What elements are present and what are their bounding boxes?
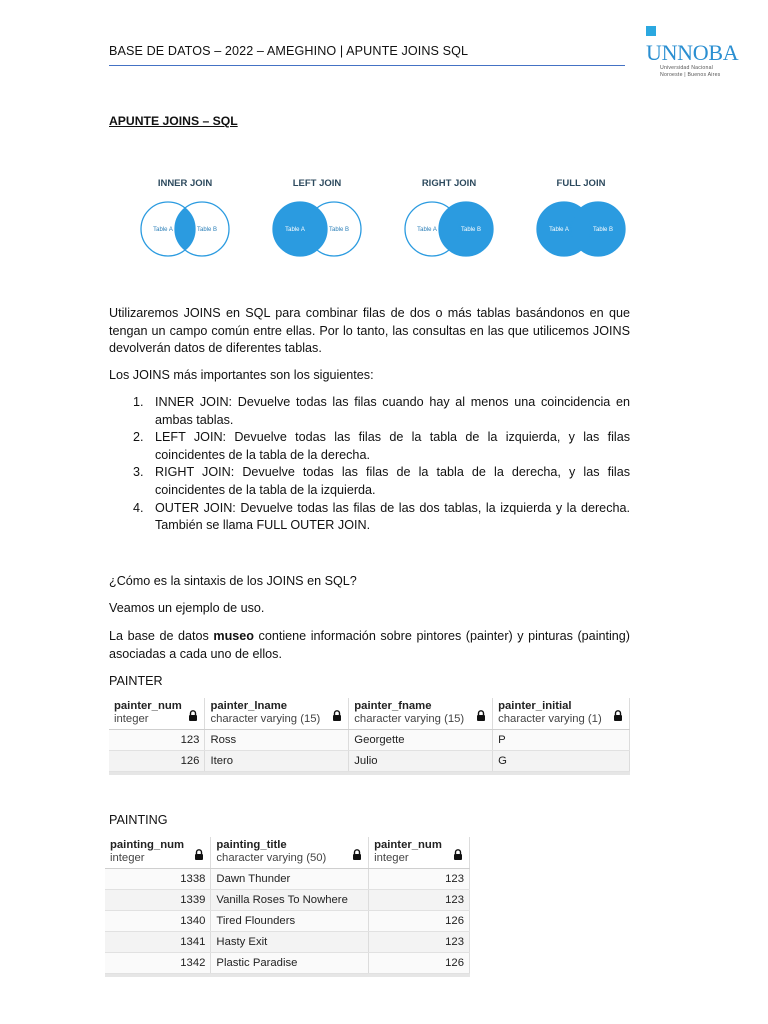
table-cell[interactable]: P — [493, 730, 630, 751]
table-cell[interactable]: 126 — [109, 751, 205, 772]
painting-table — [105, 837, 470, 974]
painting-label: PAINTING — [109, 813, 168, 827]
venn-label-b: Table B — [328, 227, 350, 233]
venn-label-b: Table B — [460, 227, 482, 233]
table-cell[interactable]: Dawn Thunder — [211, 869, 369, 890]
table-cell[interactable]: 123 — [369, 932, 470, 953]
column-name: painting_title — [216, 839, 287, 851]
lock-icon — [194, 847, 204, 865]
column-name: painter_num — [374, 839, 442, 851]
painter-table-wrap — [109, 698, 630, 775]
list-item — [133, 429, 630, 464]
table-cell[interactable]: Georgette — [349, 730, 493, 751]
table-cell[interactable]: Hasty Exit — [211, 932, 369, 953]
list-text: RIGHT JOIN: Devuelve todas las filas de la tabla de la derecha, y las filas coincidentes de la tabla de la izquierda. — [155, 465, 630, 497]
unnoba-logo — [646, 26, 738, 86]
column-header-painter-fname[interactable] — [349, 698, 493, 730]
list-item — [133, 394, 630, 429]
venn-full-join — [537, 178, 625, 256]
table-row[interactable] — [109, 730, 630, 751]
list-number: 1. — [133, 395, 144, 409]
column-header-painter-num[interactable] — [369, 837, 470, 869]
column-header-painter-initial[interactable] — [493, 698, 630, 730]
table-row[interactable] — [105, 890, 470, 911]
lock-icon — [352, 847, 362, 865]
table-row[interactable] — [105, 932, 470, 953]
logo-square-icon — [646, 26, 656, 36]
lock-icon — [613, 708, 623, 726]
list-item — [133, 464, 630, 499]
column-type: integer — [114, 713, 149, 725]
venn-title: FULL JOIN — [556, 178, 606, 189]
venn-title: RIGHT JOIN — [421, 178, 477, 189]
venn-left-join — [273, 178, 361, 256]
column-header-painting-num[interactable] — [105, 837, 211, 869]
venn-right-join — [405, 178, 493, 256]
table-cell[interactable]: 1341 — [105, 932, 211, 953]
table-cell[interactable]: 1340 — [105, 911, 211, 932]
list-number: 2. — [133, 430, 144, 445]
column-type: character varying (15) — [354, 713, 465, 725]
table-cell[interactable]: 126 — [369, 911, 470, 932]
column-name: painter_lname — [210, 700, 288, 712]
table-cell[interactable]: 1342 — [105, 953, 211, 974]
table-cell[interactable]: 1339 — [105, 890, 211, 911]
venn-label-a: Table A — [285, 227, 305, 233]
list-text: OUTER JOIN: Devuelve todas las filas de las dos tablas, la izquierda y la derecha. También se llama FULL OUTER JOIN. — [155, 500, 630, 533]
list-number: 4. — [133, 500, 144, 515]
table-row[interactable] — [105, 953, 470, 974]
venn-inner-join — [141, 178, 229, 256]
page-header — [109, 40, 625, 66]
table-row[interactable] — [109, 751, 630, 772]
venn-label-a: Table A — [549, 227, 569, 233]
painting-table-wrap — [105, 837, 470, 977]
museo-paragraph — [109, 628, 630, 663]
column-type: integer — [110, 852, 145, 864]
column-header-painting-title[interactable] — [211, 837, 369, 869]
table-cell[interactable]: Julio — [349, 751, 493, 772]
column-type: character varying (15) — [210, 713, 321, 725]
venn-label-a: Table A — [153, 227, 173, 233]
header-text: BASE DE DATOS – 2022 – AMEGHINO | APUNTE JOINS SQL — [109, 44, 469, 58]
painter-label: PAINTER — [109, 674, 163, 688]
table-cell[interactable]: 123 — [369, 869, 470, 890]
column-header-painter-num[interactable] — [109, 698, 205, 730]
column-name: painting_num — [110, 839, 185, 851]
table-cell[interactable]: 1338 — [105, 869, 211, 890]
venn-svg — [128, 170, 628, 270]
list-text: LEFT JOIN: Devuelve todas las filas de la tabla de la izquierda, y las filas coincidentes de la tabla de la derecha. — [155, 430, 630, 462]
page-title: APUNTE JOINS – SQL — [109, 114, 238, 128]
museo-after: contiene información sobre pintores (painter) y pinturas (painting) asociadas a cada uno de ellos. — [109, 629, 630, 661]
syntax-question: ¿Cómo es la sintaxis de los JOINS en SQL? — [109, 574, 357, 588]
table-cell[interactable]: G — [493, 751, 630, 772]
column-type: integer — [374, 852, 409, 864]
example-line: Veamos un ejemplo de uso. — [109, 601, 265, 615]
intro-paragraph: Utilizaremos JOINS en SQL para combinar filas de dos o más tablas basándonos en que tengan un campo común entre ellas. Por lo tanto, las consultas en las que utilicemos JOINS devolverán datos de diferentes tablas. — [109, 306, 630, 356]
logo-name: UNNOBA — [646, 40, 739, 65]
lock-icon — [453, 847, 463, 865]
column-type: character varying (50) — [216, 852, 327, 864]
column-name: painter_num — [114, 700, 182, 712]
column-type: character varying (1) — [498, 713, 602, 725]
table-cell[interactable]: Plastic Paradise — [211, 953, 369, 974]
list-intro: Los JOINS más importantes son los siguientes: — [109, 368, 374, 382]
table-cell[interactable]: Tired Flounders — [211, 911, 369, 932]
list-text: INNER JOIN: Devuelve todas las filas cuando hay al menos una coincidencia en ambas tablas. — [155, 395, 630, 427]
logo-line1: Universidad Nacional — [660, 65, 714, 71]
table-cell[interactable]: 126 — [369, 953, 470, 974]
lock-icon — [188, 708, 198, 726]
list-number: 3. — [133, 465, 144, 480]
list-item — [133, 500, 630, 535]
column-name: painter_initial — [498, 700, 572, 712]
table-cell[interactable]: 123 — [109, 730, 205, 751]
joins-list — [133, 394, 630, 535]
venn-diagrams — [128, 170, 628, 270]
table-cell[interactable]: Ross — [205, 730, 349, 751]
venn-title: LEFT JOIN — [292, 178, 342, 189]
lock-icon — [476, 708, 486, 726]
museo-db-name: museo — [213, 629, 254, 643]
table-row[interactable] — [105, 911, 470, 932]
table-cell[interactable]: Vanilla Roses To Nowhere — [211, 890, 369, 911]
venn-label-b: Table B — [196, 227, 218, 233]
table-cell[interactable]: Itero — [205, 751, 349, 772]
lock-icon — [332, 708, 342, 726]
table-cell[interactable]: 123 — [369, 890, 470, 911]
column-name: painter_fname — [354, 700, 432, 712]
venn-title: INNER JOIN — [157, 178, 213, 189]
venn-label-b: Table B — [592, 227, 614, 233]
museo-before: La base de datos — [109, 629, 214, 643]
venn-label-a: Table A — [417, 227, 437, 233]
painter-table — [109, 698, 630, 772]
logo-line2: Noroeste | Buenos Aires — [660, 72, 721, 78]
table-row[interactable] — [105, 869, 470, 890]
column-header-painter-lname[interactable] — [205, 698, 349, 730]
